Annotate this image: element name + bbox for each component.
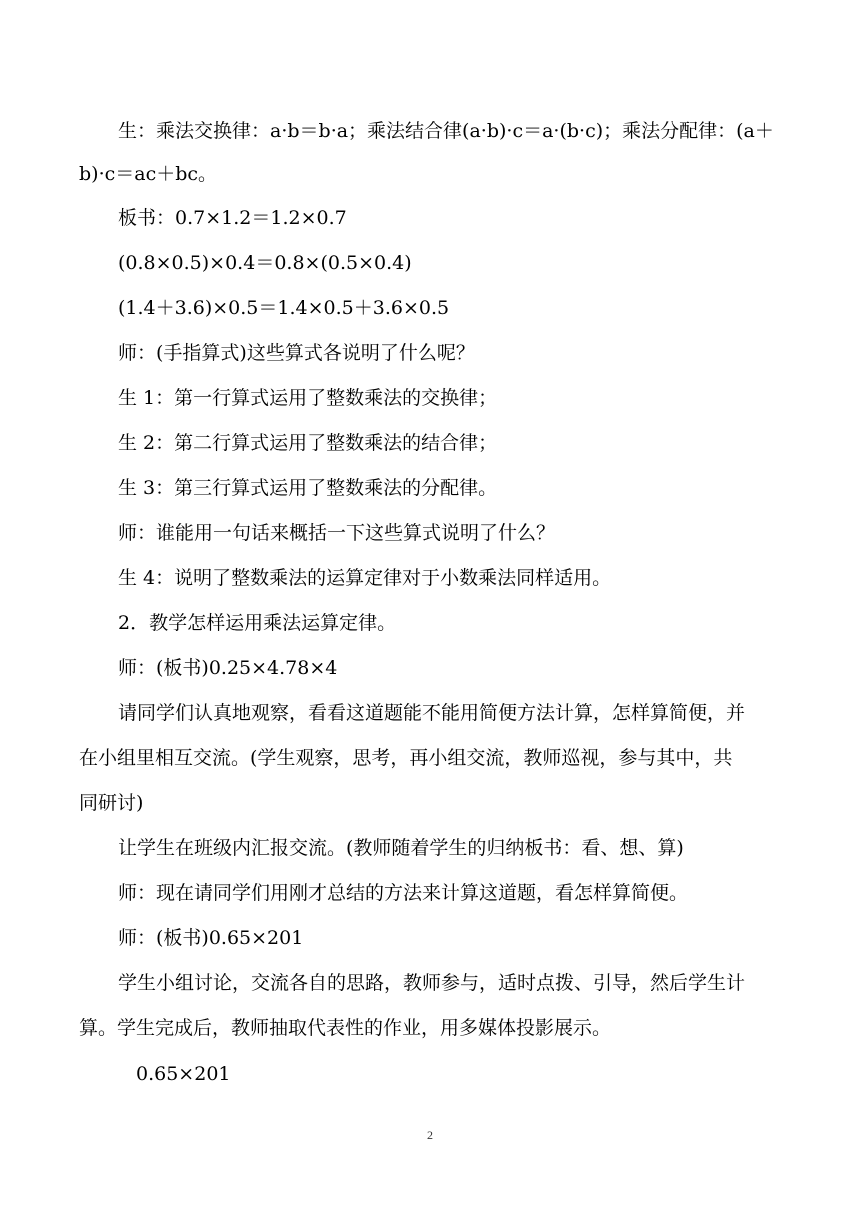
text-line: 生 2：第二行算式运用了整数乘法的结合律； — [118, 432, 498, 454]
text-line: 请同学们认真地观察，看看这道题能不能用简便方法计算，怎样算简便，并 — [118, 702, 746, 724]
text-line: 生 4：说明了整数乘法的运算定律对于小数乘法同样适用。 — [118, 567, 612, 589]
formula-line: (1.4＋3.6)×0.5＝1.4×0.5＋3.6×0.5 — [118, 297, 450, 319]
text-line: 同研讨) — [79, 792, 144, 814]
text-line: 师：(板书)0.25×4.78×4 — [118, 657, 338, 679]
formula-line: 0.65×201 — [136, 1063, 231, 1085]
section-heading: 2．教学怎样运用乘法运算定律。 — [118, 612, 397, 634]
text-line: 师：现在请同学们用刚才总结的方法来计算这道题，看怎样算简便。 — [118, 882, 689, 904]
text-line: 生 3：第三行算式运用了整数乘法的分配律。 — [118, 477, 498, 499]
text-line: 师：(手指算式)这些算式各说明了什么呢？ — [118, 342, 475, 364]
page-number: 2 — [427, 1128, 433, 1142]
text-line: 学生小组讨论，交流各自的思路，教师参与，适时点拨、引导，然后学生计 — [118, 972, 746, 994]
text-line: 师：谁能用一句话来概括一下这些算式说明了什么？ — [118, 522, 556, 544]
text-line: 师：(板书)0.65×201 — [118, 927, 304, 949]
formula-line: (0.8×0.5)×0.4＝0.8×(0.5×0.4) — [118, 252, 412, 274]
text-line: 板书：0.7×1.2＝1.2×0.7 — [118, 207, 347, 229]
text-line: 算。学生完成后，教师抽取代表性的作业，用多媒体投影展示。 — [79, 1017, 612, 1039]
text-line: 生：乘法交换律：a·b＝b·a；乘法结合律(a·b)·c＝a·(b·c)；乘法分配律：(a＋ — [118, 120, 774, 142]
text-line: 让学生在班级内汇报交流。(教师随着学生的归纳板书：看、想、算) — [118, 837, 684, 859]
text-line: 在小组里相互交流。(学生观察，思考，再小组交流，教师巡视，参与其中，共 — [79, 747, 733, 769]
text-line: b)·c＝ac＋bc。 — [79, 163, 218, 185]
text-line: 生 1：第一行算式运用了整数乘法的交换律； — [118, 387, 498, 409]
